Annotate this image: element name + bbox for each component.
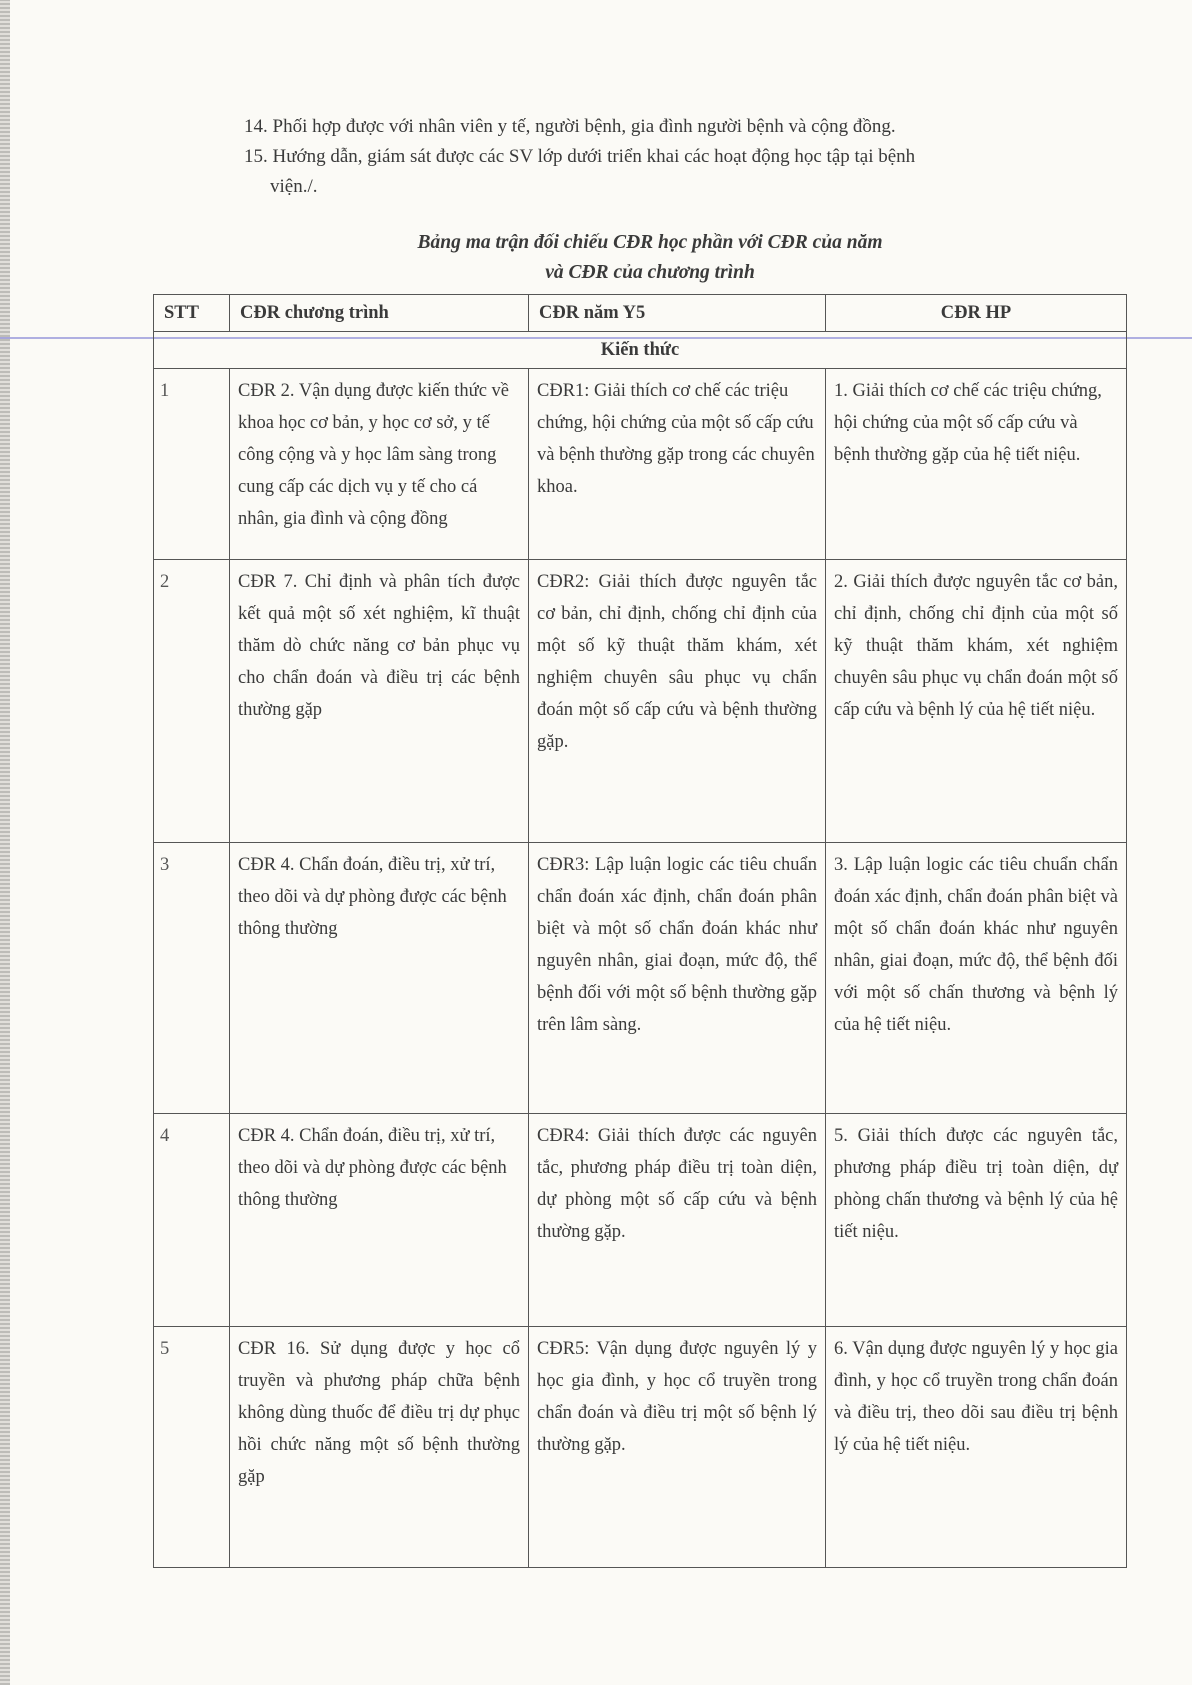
course-outcome-cell: 6. Vận dụng được nguyên lý y học gia đình, y học cổ truyền trong chẩn đoán và điều trị, theo dõi sau điều trị bệnh lý của hệ tiết niệu. bbox=[826, 1327, 1127, 1568]
scan-edge bbox=[0, 0, 10, 1685]
year-outcome-cell: CĐR4: Giải thích được các nguyên tắc, phương pháp điều trị toàn diện, dự phòng một số cấp cứu và bệnh thường gặp. bbox=[529, 1114, 826, 1327]
intro-item-15-continued: viện./. bbox=[270, 176, 318, 197]
program-outcome-cell: CĐR 4. Chẩn đoán, điều trị, xử trí, theo dõi và dự phòng được các bệnh thông thường bbox=[230, 1114, 529, 1327]
year-outcome-cell: CĐR5: Vận dụng được nguyên lý y học gia đình, y học cổ truyền trong chẩn đoán và điều trị một số bệnh lý thường gặp. bbox=[529, 1327, 826, 1568]
header-year-outcome: CĐR năm Y5 bbox=[529, 295, 826, 332]
program-outcome-cell: CĐR 16. Sử dụng được y học cổ truyền và phương pháp chữa bệnh không dùng thuốc để điều trị dự phục hồi chức năng một số bệnh thường gặp bbox=[230, 1327, 529, 1568]
program-outcome-cell: CĐR 4. Chẩn đoán, điều trị, xử trí, theo dõi và dự phòng được các bệnh thông thường bbox=[230, 843, 529, 1114]
header-stt: STT bbox=[154, 295, 230, 332]
section-knowledge: Kiến thức bbox=[154, 332, 1127, 369]
table-header-row bbox=[154, 295, 1127, 332]
course-outcome-cell: 3. Lập luận logic các tiêu chuẩn chẩn đoán xác định, chẩn đoán phân biệt và một số chẩn đoán khác như nguyên nhân, giai đoạn, mức độ, thể bệnh đối với một số chấn thương và bệnh lý của hệ tiết niệu. bbox=[826, 843, 1127, 1114]
outcome-matrix-table bbox=[153, 294, 1127, 1568]
table-row bbox=[154, 1114, 1127, 1327]
row-number: 3 bbox=[154, 843, 230, 1114]
program-outcome-cell: CĐR 2. Vận dụng được kiến thức về khoa học cơ bản, y học cơ sở, y tế công cộng và y học lâm sàng trong cung cấp các dịch vụ y tế cho cá nhân, gia đình và cộng đồng bbox=[230, 369, 529, 560]
row-number: 4 bbox=[154, 1114, 230, 1327]
row-number: 5 bbox=[154, 1327, 230, 1568]
header-course-outcome: CĐR HP bbox=[826, 295, 1127, 332]
year-outcome-cell: CĐR1: Giải thích cơ chế các triệu chứng, hội chứng của một số cấp cứu và bệnh thường gặp trong các chuyên khoa. bbox=[529, 369, 826, 560]
row-number: 2 bbox=[154, 560, 230, 843]
row-number: 1 bbox=[154, 369, 230, 560]
table-title bbox=[150, 228, 1150, 288]
table-title-line-1: Bảng ma trận đối chiếu CĐR học phần với CĐR của năm bbox=[417, 232, 883, 253]
section-row bbox=[154, 332, 1127, 369]
table-row bbox=[154, 1327, 1127, 1568]
table-row bbox=[154, 369, 1127, 560]
course-outcome-cell: 1. Giải thích cơ chế các triệu chứng, hội chứng của một số cấp cứu và bệnh thường gặp của hệ tiết niệu. bbox=[826, 369, 1127, 560]
table-row bbox=[154, 560, 1127, 843]
course-outcome-cell: 2. Giải thích được nguyên tắc cơ bản, chỉ định, chống chỉ định của một số kỹ thuật thăm khám, xét nghiệm chuyên sâu phục vụ chẩn đoán một số cấp cứu và bệnh lý của hệ tiết niệu. bbox=[826, 560, 1127, 843]
table-row bbox=[154, 843, 1127, 1114]
year-outcome-cell: CĐR2: Giải thích được nguyên tắc cơ bản, chỉ định, chống chỉ định của một số kỹ thuật thăm khám, xét nghiệm chuyên sâu phục vụ chẩn đoán một số cấp cứu và bệnh thường gặp. bbox=[529, 560, 826, 843]
table-title-line-2: và CĐR của chương trình bbox=[545, 262, 755, 283]
course-outcome-cell: 5. Giải thích được các nguyên tắc, phương pháp điều trị toàn diện, dự phòng chấn thương và bệnh lý của hệ tiết niệu. bbox=[826, 1114, 1127, 1327]
intro-item-14: 14. Phối hợp được với nhân viên y tế, người bệnh, gia đình người bệnh và cộng đồng. bbox=[244, 116, 896, 137]
intro-item-15: 15. Hướng dẫn, giám sát được các SV lớp dưới triển khai các hoạt động học tập tại bệnh bbox=[244, 146, 916, 167]
intro-list bbox=[244, 112, 1104, 202]
program-outcome-cell: CĐR 7. Chỉ định và phân tích được kết quả một số xét nghiệm, kĩ thuật thăm dò chức năng cơ bản phục vụ cho chẩn đoán và điều trị các bệnh thường gặp bbox=[230, 560, 529, 843]
year-outcome-cell: CĐR3: Lập luận logic các tiêu chuẩn chẩn đoán xác định, chẩn đoán phân biệt và một số chẩn đoán khác như nguyên nhân, giai đoạn, mức độ, thể bệnh đối với một số bệnh thường gặp trên lâm sàng. bbox=[529, 843, 826, 1114]
header-program-outcome: CĐR chương trình bbox=[230, 295, 529, 332]
